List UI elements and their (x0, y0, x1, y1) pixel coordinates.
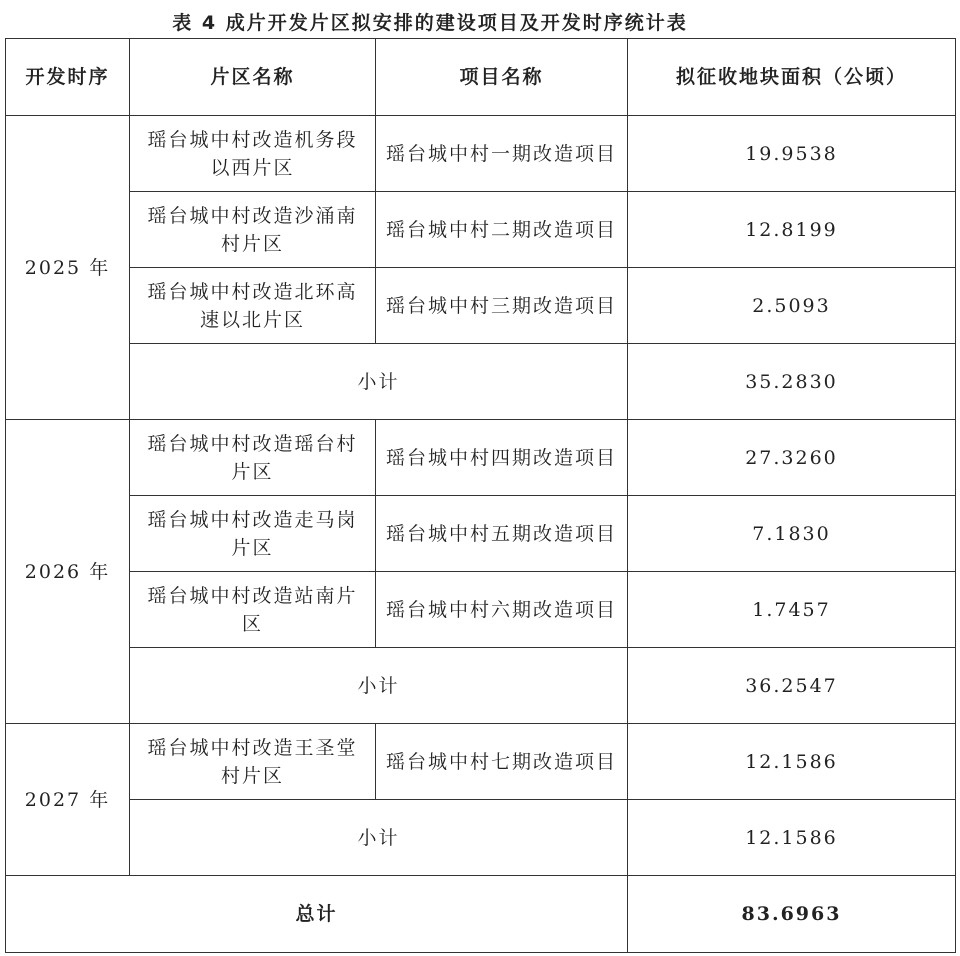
table-row (6, 496, 956, 572)
header-land-area: 拟征收地块面积（公顷） (628, 39, 956, 116)
subtotal-value: 36.2547 (628, 648, 956, 724)
land-area-cell: 12.1586 (628, 724, 956, 800)
subtotal-label: 小计 (130, 648, 628, 724)
subtotal-label: 小计 (130, 800, 628, 876)
land-area-cell: 2.5093 (628, 268, 956, 344)
project-name-cell: 瑶台城中村三期改造项目 (376, 268, 628, 344)
project-name-cell: 瑶台城中村五期改造项目 (376, 496, 628, 572)
table-row (6, 572, 956, 648)
total-label: 总计 (6, 876, 628, 953)
table-row (6, 116, 956, 192)
area-name-cell: 瑶台城中村改造沙涌南村片区 (130, 192, 376, 268)
project-name-cell: 瑶台城中村一期改造项目 (376, 116, 628, 192)
project-name-cell: 瑶台城中村四期改造项目 (376, 420, 628, 496)
header-project-name: 项目名称 (376, 39, 628, 116)
header-row (6, 39, 956, 116)
table-row (6, 268, 956, 344)
land-area-cell: 1.7457 (628, 572, 956, 648)
statistics-table (5, 38, 956, 953)
subtotal-value: 35.2830 (628, 344, 956, 420)
area-name-cell: 瑶台城中村改造北环高速以北片区 (130, 268, 376, 344)
land-area-cell: 27.3260 (628, 420, 956, 496)
area-name-cell: 瑶台城中村改造王圣堂村片区 (130, 724, 376, 800)
area-name-cell: 瑶台城中村改造瑶台村片区 (130, 420, 376, 496)
land-area-cell: 19.9538 (628, 116, 956, 192)
subtotal-row (6, 800, 956, 876)
table-caption: 表 4 成片开发片区拟安排的建设项目及开发时序统计表 (172, 12, 688, 34)
subtotal-row (6, 648, 956, 724)
project-name-cell: 瑶台城中村七期改造项目 (376, 724, 628, 800)
table-row (6, 724, 956, 800)
subtotal-value: 12.1586 (628, 800, 956, 876)
area-name-cell: 瑶台城中村改造站南片区 (130, 572, 376, 648)
total-row (6, 876, 956, 953)
table-row (6, 420, 956, 496)
year-cell: 2026 年 (6, 420, 130, 724)
area-name-cell: 瑶台城中村改造机务段以西片区 (130, 116, 376, 192)
total-value: 83.6963 (628, 876, 956, 953)
year-cell: 2027 年 (6, 724, 130, 876)
land-area-cell: 7.1830 (628, 496, 956, 572)
area-name-cell: 瑶台城中村改造走马岗片区 (130, 496, 376, 572)
header-sequence: 开发时序 (6, 39, 130, 116)
project-name-cell: 瑶台城中村二期改造项目 (376, 192, 628, 268)
project-name-cell: 瑶台城中村六期改造项目 (376, 572, 628, 648)
table-row (6, 192, 956, 268)
subtotal-label: 小计 (130, 344, 628, 420)
land-area-cell: 12.8199 (628, 192, 956, 268)
header-area-name: 片区名称 (130, 39, 376, 116)
year-cell: 2025 年 (6, 116, 130, 420)
subtotal-row (6, 344, 956, 420)
